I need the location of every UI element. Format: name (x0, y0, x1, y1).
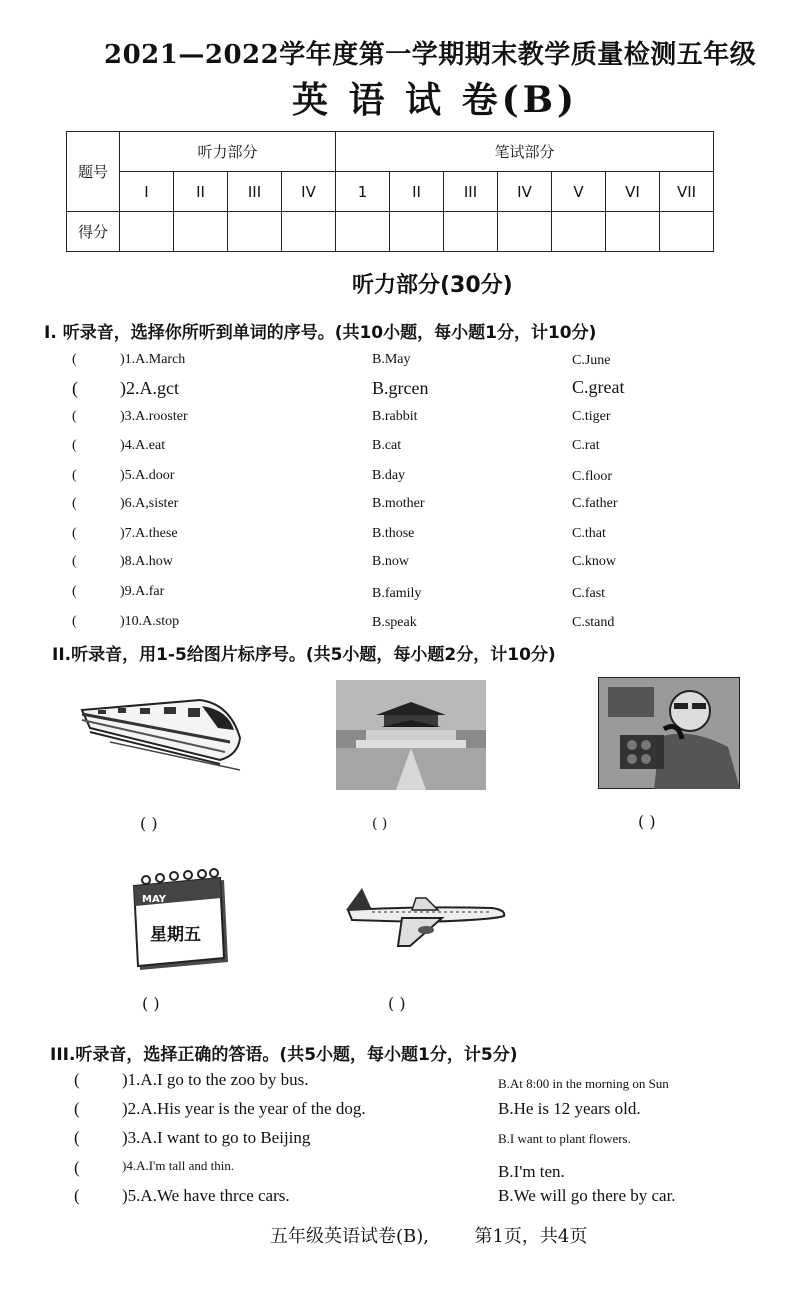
option-b: B.At 8:00 in the morning on Sun (498, 1076, 669, 1091)
option-a: )6.A,sister (120, 496, 179, 511)
score-cell[interactable] (660, 212, 714, 252)
col-listening-4: IV (282, 172, 336, 212)
listening-label: 听力部分 (120, 132, 336, 172)
option-c: C.rat (572, 438, 600, 453)
score-cell[interactable] (390, 212, 444, 252)
score-cell[interactable] (282, 212, 336, 252)
train-picture (80, 680, 245, 775)
option-b: B.rabbit (372, 409, 418, 424)
score-cell[interactable] (120, 212, 174, 252)
option-b: B.mother (372, 496, 425, 511)
col-writing-2: II (390, 172, 444, 212)
option-a: )5.A.door (120, 468, 175, 483)
option-a: )10.A.stop (120, 614, 180, 629)
answer-paren[interactable]: ( (72, 438, 77, 453)
answer-paren[interactable]: ( (72, 526, 77, 541)
option-c: C.father (572, 496, 618, 511)
listening-section-title: 听力部分(30分) (352, 273, 513, 298)
option-a: )2.A.His year is the year of the dog. (122, 1099, 366, 1118)
row-label-question: 题号 (67, 132, 120, 212)
option-c: C.June (572, 353, 611, 368)
option-a: )4.A.eat (120, 438, 166, 453)
answer-paren[interactable]: ( (72, 584, 77, 599)
option-a: )3.A.rooster (120, 409, 188, 424)
score-cell[interactable] (174, 212, 228, 252)
col-writing-1: 1 (336, 172, 390, 212)
answer-blank-palace[interactable]: ( ) (372, 816, 388, 832)
score-cell[interactable] (498, 212, 552, 252)
answer-paren[interactable]: ( (72, 554, 77, 569)
col-listening-1: I (120, 172, 174, 212)
option-c: C.floor (572, 469, 613, 484)
option-b: B.I'm ten. (498, 1162, 565, 1181)
option-b: B.those (372, 526, 415, 541)
option-a: )1.A.March (120, 352, 186, 367)
col-listening-2: II (174, 172, 228, 212)
phone-man-picture (598, 677, 740, 789)
option-b: B.He is 12 years old. (498, 1099, 641, 1118)
answer-blank-train[interactable]: ( ) (140, 814, 158, 833)
option-a: )8.A.how (120, 554, 173, 569)
writing-label: 笔试部分 (336, 132, 714, 172)
col-writing-7: VII (660, 172, 714, 212)
col-writing-3: III (444, 172, 498, 212)
calendar-picture (128, 868, 230, 974)
answer-blank-phone[interactable]: ( ) (638, 812, 656, 831)
option-a: )5.A.We have thrce cars. (122, 1186, 290, 1205)
airplane-picture (342, 884, 508, 950)
exam-title-line2: 英 语 试 卷(B) (292, 79, 579, 121)
option-c: C.fast (572, 586, 606, 601)
calendar-day-label: 星期五 (150, 925, 201, 945)
section1-heading: I. 听录音，选择你所听到单词的序号。(共10小题，每小题1分，计10分) (44, 323, 597, 343)
answer-paren[interactable]: ( (72, 352, 77, 367)
col-writing-5: V (552, 172, 606, 212)
score-cell[interactable] (606, 212, 660, 252)
answer-blank-airplane[interactable]: ( ) (388, 994, 406, 1013)
option-a: )9.A.far (120, 584, 165, 599)
col-writing-4: IV (498, 172, 552, 212)
option-b: B.speak (372, 615, 417, 630)
option-c: C.that (572, 526, 606, 541)
option-c: C.great (572, 377, 625, 397)
score-cell[interactable] (444, 212, 498, 252)
col-listening-3: III (228, 172, 282, 212)
option-b: B.I want to plant flowers. (498, 1131, 631, 1146)
footer-left: 五年级英语试卷(B), (270, 1226, 429, 1247)
score-cell[interactable] (336, 212, 390, 252)
option-b: B.family (372, 586, 422, 601)
answer-paren[interactable]: ( (72, 614, 77, 629)
answer-paren[interactable]: ( (72, 409, 77, 424)
option-c: C.stand (572, 615, 615, 630)
option-b: B.cat (372, 438, 402, 453)
answer-paren[interactable]: ( (74, 1128, 80, 1147)
answer-paren[interactable]: ( (74, 1070, 80, 1089)
answer-paren[interactable]: ( (72, 468, 77, 483)
option-a: )7.A.these (120, 526, 178, 541)
answer-paren[interactable]: ( (72, 496, 77, 511)
exam-title-line1: 2021—2022学年度第一学期期末教学质量检测五年级 (104, 40, 757, 70)
option-a: )2.A.gct (120, 378, 179, 398)
page-footer (270, 1222, 587, 1248)
score-cell[interactable] (552, 212, 606, 252)
col-writing-6: VI (606, 172, 660, 212)
option-a: )1.A.I go to the zoo by bus. (122, 1070, 309, 1089)
option-b: B.grcen (372, 378, 429, 398)
answer-paren[interactable]: ( (74, 1099, 80, 1118)
option-b: B.May (372, 352, 411, 367)
score-table (66, 131, 714, 252)
row-label-score: 得分 (67, 212, 120, 252)
palace-picture (336, 680, 486, 790)
option-a: )3.A.I want to go to Beijing (122, 1128, 311, 1147)
answer-paren[interactable]: ( (74, 1158, 80, 1177)
option-a: )4.A.I'm tall and thin. (122, 1158, 235, 1173)
option-b: B.day (372, 468, 406, 483)
answer-paren[interactable]: ( (72, 378, 78, 398)
option-b: B.We will go there by car. (498, 1186, 676, 1205)
section2-heading: II.听录音，用1-5给图片标序号。(共5小题，每小题2分，计10分) (52, 645, 556, 665)
option-c: C.tiger (572, 409, 611, 424)
option-b: B.now (372, 554, 409, 569)
option-c: C.know (572, 554, 616, 569)
footer-page-number: 第1页，共4页 (474, 1226, 588, 1247)
answer-paren[interactable]: ( (74, 1186, 80, 1205)
score-cell[interactable] (228, 212, 282, 252)
section3-heading: III.听录音，选择正确的答语。(共5小题，每小题1分，计5分) (50, 1045, 518, 1065)
calendar-month-label: MAY (142, 894, 166, 905)
answer-blank-calendar[interactable]: ( ) (142, 994, 160, 1013)
